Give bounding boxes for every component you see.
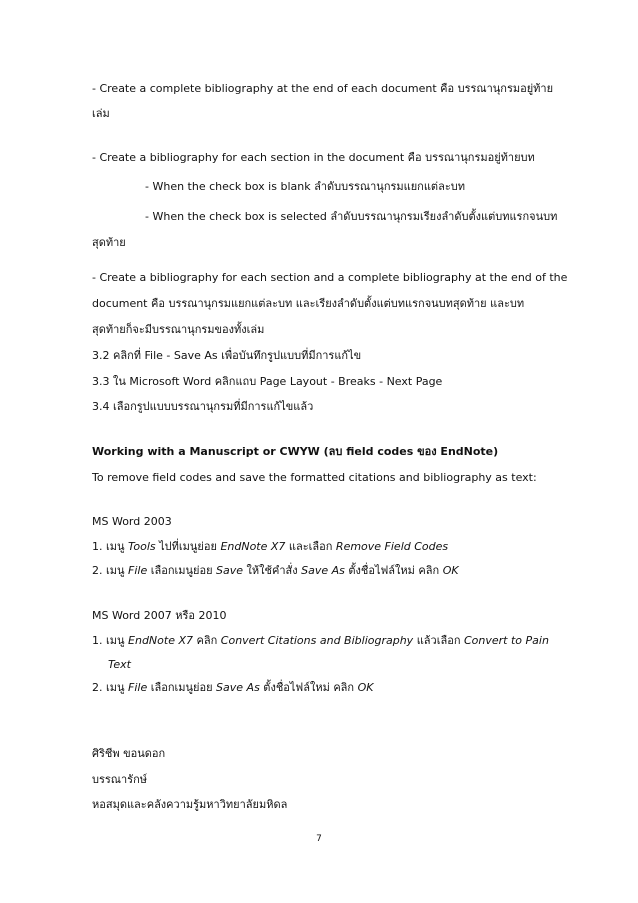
menu-name: File: [128, 681, 148, 694]
menu-name: Tools: [128, 540, 156, 553]
option-section-and-complete-cont1: document คือ บรรณานุกรมแยกแต่ละบท และเรียงลำดับตั้งแต่บทแรกจนบทสุดท้าย และบท: [92, 297, 525, 310]
menu-name: EndNote X7: [128, 634, 194, 647]
option-complete-bibliography-cont: เล่ม: [92, 107, 110, 120]
text: ไปที่เมนูย่อย: [155, 540, 221, 553]
word-2007-step-2: [92, 681, 373, 695]
option-section-bibliography: - Create a bibliography for each section in the document คือ บรรณานุกรมอยู่ท้ายบท: [92, 151, 535, 164]
command-name: Remove Field Codes: [335, 540, 449, 553]
text: เลือกเมนูย่อย: [147, 564, 217, 577]
author-name: ศิริชีพ ขอนดอก: [92, 747, 166, 760]
checkbox-blank-note: - When the check box is blank ลำดับบรรณานุกรมแยกแต่ละบท: [145, 180, 465, 193]
menu-name: File: [128, 564, 148, 577]
word-2007-step-1-cont: Text: [108, 658, 131, 671]
option-name: Convert to Pain: [463, 634, 549, 647]
step-3-2: 3.2 คลิกที่ File - Save As เพื่อบันทึกรูปแบบที่มีการแก้ไข: [92, 349, 362, 362]
text: 1. เมนู: [92, 634, 129, 647]
word-2007-heading: MS Word 2007 หรือ 2010: [92, 609, 227, 622]
submenu-name: Save: [216, 564, 244, 577]
button-name: OK: [357, 681, 374, 694]
option-complete-bibliography: - Create a complete bibliography at the end of each document คือ บรรณานุกรมอยู่ท้าย: [92, 82, 554, 95]
text: คลิก: [193, 634, 221, 647]
word-2007-step-1: [92, 634, 549, 648]
author-organization: หอสมุดและคลังความรู้มหาวิทยาลัยมหิดล: [92, 798, 288, 811]
manuscript-description: To remove field codes and save the formatted citations and bibliography as text:: [92, 471, 537, 484]
text: ให้ใช้คำสั่ง: [243, 564, 302, 577]
option-section-and-complete-cont2: สุดท้ายก็จะมีบรรณานุกรมของทั้งเล่ม: [92, 323, 265, 336]
page-number: 7: [316, 834, 322, 844]
submenu-name: EndNote X7: [220, 540, 286, 553]
text: เลือกเมนูย่อย: [147, 681, 217, 694]
button-name: OK: [442, 564, 459, 577]
word-2003-step-1: [92, 540, 448, 554]
text: แล้วเลือก: [413, 634, 464, 647]
text: ตั้งชื่อไฟล์ใหม่ คลิก: [344, 564, 443, 577]
checkbox-selected-note: - When the check box is selected ลำดับบรรณานุกรมเรียงลำดับตั้งแต่บทแรกจนบท: [145, 210, 558, 223]
word-2003-heading: MS Word 2003: [92, 515, 172, 528]
step-3-3: 3.3 ใน Microsoft Word คลิกแถบ Page Layout - Breaks - Next Page: [92, 375, 443, 388]
command-name: Convert Citations and Bibliography: [220, 634, 414, 647]
text: และเลือก: [285, 540, 336, 553]
text: 2. เมนู: [92, 564, 129, 577]
option-section-and-complete: - Create a bibliography for each section and a complete bibliography at the end of the: [92, 271, 568, 284]
text: 1. เมนู: [92, 540, 129, 553]
text: 2. เมนู: [92, 681, 129, 694]
command-name: Save As: [216, 681, 260, 694]
word-2003-step-2: [92, 564, 459, 578]
author-role: บรรณารักษ์: [92, 773, 147, 786]
command-name: Save As: [301, 564, 345, 577]
checkbox-selected-note-cont: สุดท้าย: [92, 236, 126, 249]
text: ตั้งชื่อไฟล์ใหม่ คลิก: [259, 681, 358, 694]
step-3-4: 3.4 เลือกรูปแบบบรรณานุกรมที่มีการแก้ไขแล้ว: [92, 400, 314, 413]
manuscript-heading: Working with a Manuscript or CWYW (ลบ field codes ของ EndNote): [92, 445, 499, 458]
